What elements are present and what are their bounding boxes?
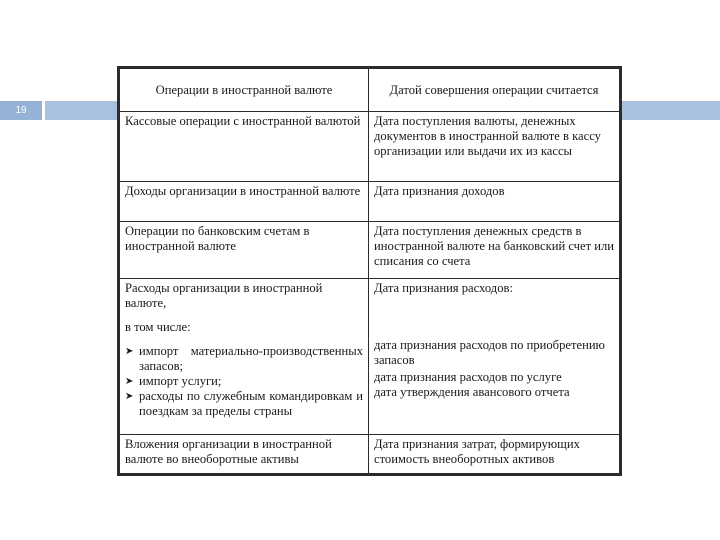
list-item — [125, 344, 363, 374]
subitem-date: дата признания расходов по приобретению запасов — [374, 338, 605, 367]
list-item — [125, 374, 363, 389]
arrow-bullet-icon: ➤ — [125, 391, 134, 402]
header-date: Датой совершения операции считается — [369, 69, 620, 112]
subitem-operation: импорт материально-производственных запасов; — [139, 344, 363, 373]
date-cell: Дата поступления валюты, денежных документов в иностранной валюте в кассу организации или выдачи их из кассы — [369, 112, 620, 182]
arrow-bullet-icon: ➤ — [125, 346, 134, 357]
expenses-date-title: Дата признания расходов: — [374, 281, 513, 295]
date-cell: Дата признания затрат, формирующих стоимость внеоборотных активов — [369, 435, 620, 474]
table-row-expenses — [120, 279, 620, 435]
subitem-date: дата признания расходов по услуге — [374, 370, 562, 384]
slide-number: 19 — [0, 101, 42, 120]
table-row — [120, 182, 620, 222]
operation-cell: Операции по банковским счетам в иностранной валюте — [120, 222, 369, 279]
header-band-right — [621, 101, 720, 120]
currency-operations-table — [117, 66, 622, 476]
header-band-left — [45, 101, 119, 120]
expenses-note: в том числе: — [125, 320, 191, 334]
list-item — [125, 389, 363, 419]
table-row — [120, 222, 620, 279]
table-row — [120, 435, 620, 474]
subitem-operation: расходы по служебным командировкам и поездкам за пределы страны — [139, 389, 363, 418]
date-cell: Дата поступления денежных средств в иностранной валюте на банковский счет или списания со счета — [369, 222, 620, 279]
operation-cell: Доходы организации в иностранной валюте — [120, 182, 369, 222]
subitem-operation: импорт услуги; — [139, 374, 222, 388]
operation-cell: Кассовые операции с иностранной валютой — [120, 112, 369, 182]
table-header-row — [120, 69, 620, 112]
header-operations: Операции в иностранной валюте — [120, 69, 369, 112]
date-cell — [369, 279, 620, 435]
date-cell: Дата признания доходов — [369, 182, 620, 222]
operation-cell — [120, 279, 369, 435]
expenses-title: Расходы организации в иностранной валюте, — [125, 281, 323, 310]
table-row — [120, 112, 620, 182]
arrow-bullet-icon: ➤ — [125, 376, 134, 387]
operation-cell: Вложения организации в иностранной валюте во внеоборотные активы — [120, 435, 369, 474]
subitem-date: дата утверждения авансового отчета — [374, 385, 570, 399]
